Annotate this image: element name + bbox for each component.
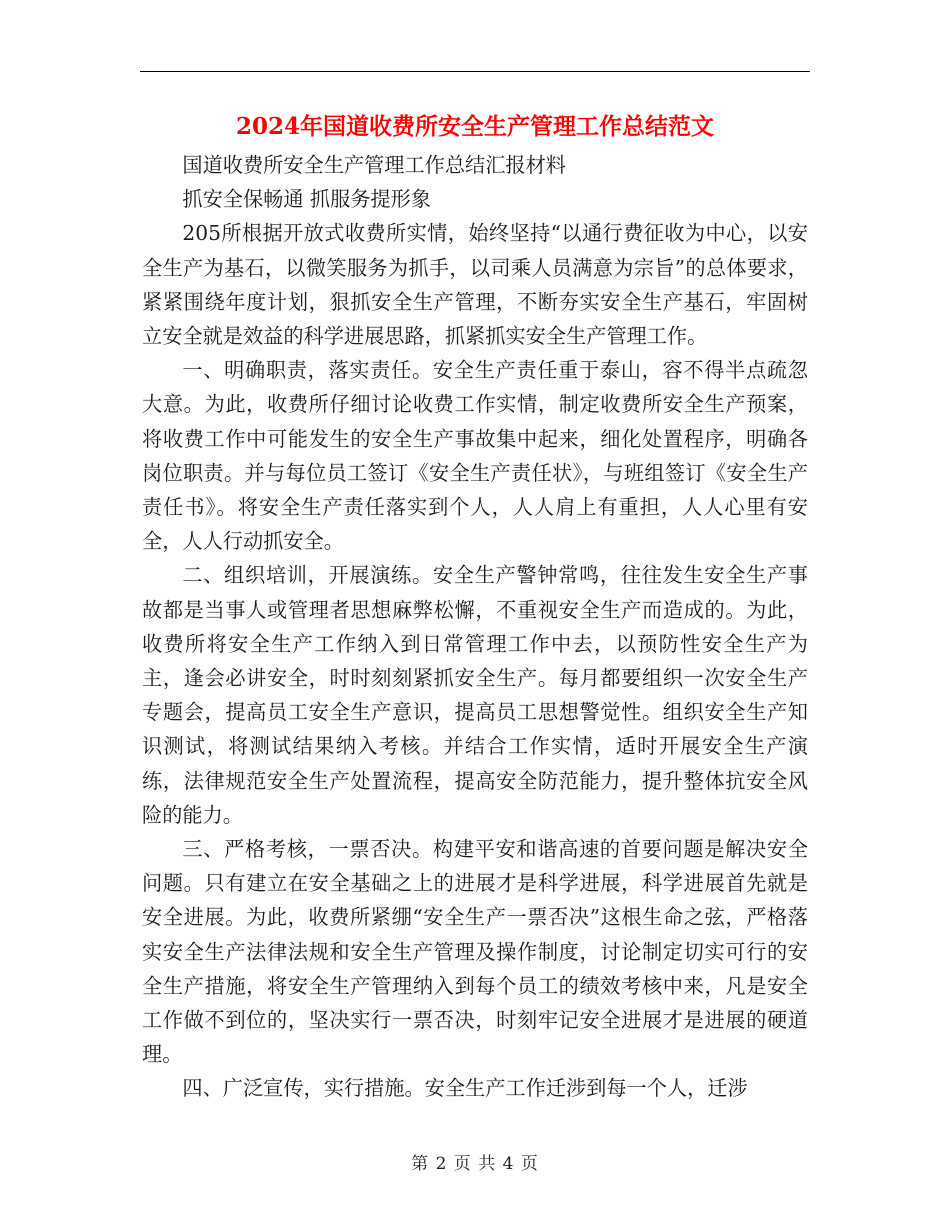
- intro-paragraph: 205所根据开放式收费所实情，始终坚持“以通行费征收为中心，以安全生产为基石，以微笑服务为抓手，以司乘人员满意为宗旨”的总体要求，紧紧围绕年度计划，狠抓安全生产管理，不断夯实安全生产基石，牢固树立安全就是效益的科学进展思路，抓紧抓实安全生产管理工作。: [142, 221, 808, 349]
- section-4-paragraph: 四、广泛宣传，实行措施。安全生产工作迁涉到每一个人，迁涉: [182, 1076, 748, 1101]
- document-title: 2024年国道收费所安全生产管理工作总结范文: [235, 113, 714, 140]
- slogan-line: 抓安全保畅通 抓服务提形象: [182, 187, 432, 212]
- page-number-footer: 第 2 页 共 4 页: [411, 1154, 539, 1174]
- section-1-paragraph: 一、明确职责，落实责任。安全生产责任重于泰山，容不得半点疏忽大意。为此，收费所仔细讨论收费工作实情，制定收费所安全生产预案，将收费工作中可能发生的安全生产事故集中起来，细化处置程序，明确各岗位职责。并与每位员工签订《安全生产责任状》，与班组签订《安全生产责任书》。将安全生产责任落实到个人，人人肩上有重担，人人心里有安全，人人行动抓安全。: [142, 358, 808, 554]
- subtitle-line: 国道收费所安全生产管理工作总结汇报材料: [182, 153, 566, 177]
- header-rule: [140, 71, 810, 72]
- section-2-paragraph: 二、组织培训，开展演练。安全生产警钟常鸣，往往发生安全生产事故都是当事人或管理者思想麻弊松懈，不重视安全生产而造成的。为此，收费所将安全生产工作纳入到日常管理工作中去，以预防性安全生产为主，逢会必讲安全，时时刻刻紧抓安全生产。每月都要组织一次安全生产专题会，提高员工安全生产意识，提高员工思想警觉性。组织安全生产知识测试，将测试结果纳入考核。并结合工作实情，适时开展安全生产演练，法律规范安全生产处置流程，提高安全防范能力，提升整体抗安全风险的能力。: [142, 563, 808, 827]
- section-3-paragraph: 三、严格考核，一票否决。构建平安和谐高速的首要问题是解决安全问题。只有建立在安全基础之上的进展才是科学进展，科学进展首先就是安全进展。为此，收费所紧绷“安全生产一票否决”这根生命之弦，严格落实安全生产法律法规和安全生产管理及操作制度，讨论制定切实可行的安全生产措施，将安全生产管理纳入到每个员工的绩效考核中来，凡是安全工作做不到位的，坚决实行一票否决，时刻牢记安全进展才是进展的硬道理。: [142, 837, 808, 1067]
- document-body: [142, 148, 808, 1106]
